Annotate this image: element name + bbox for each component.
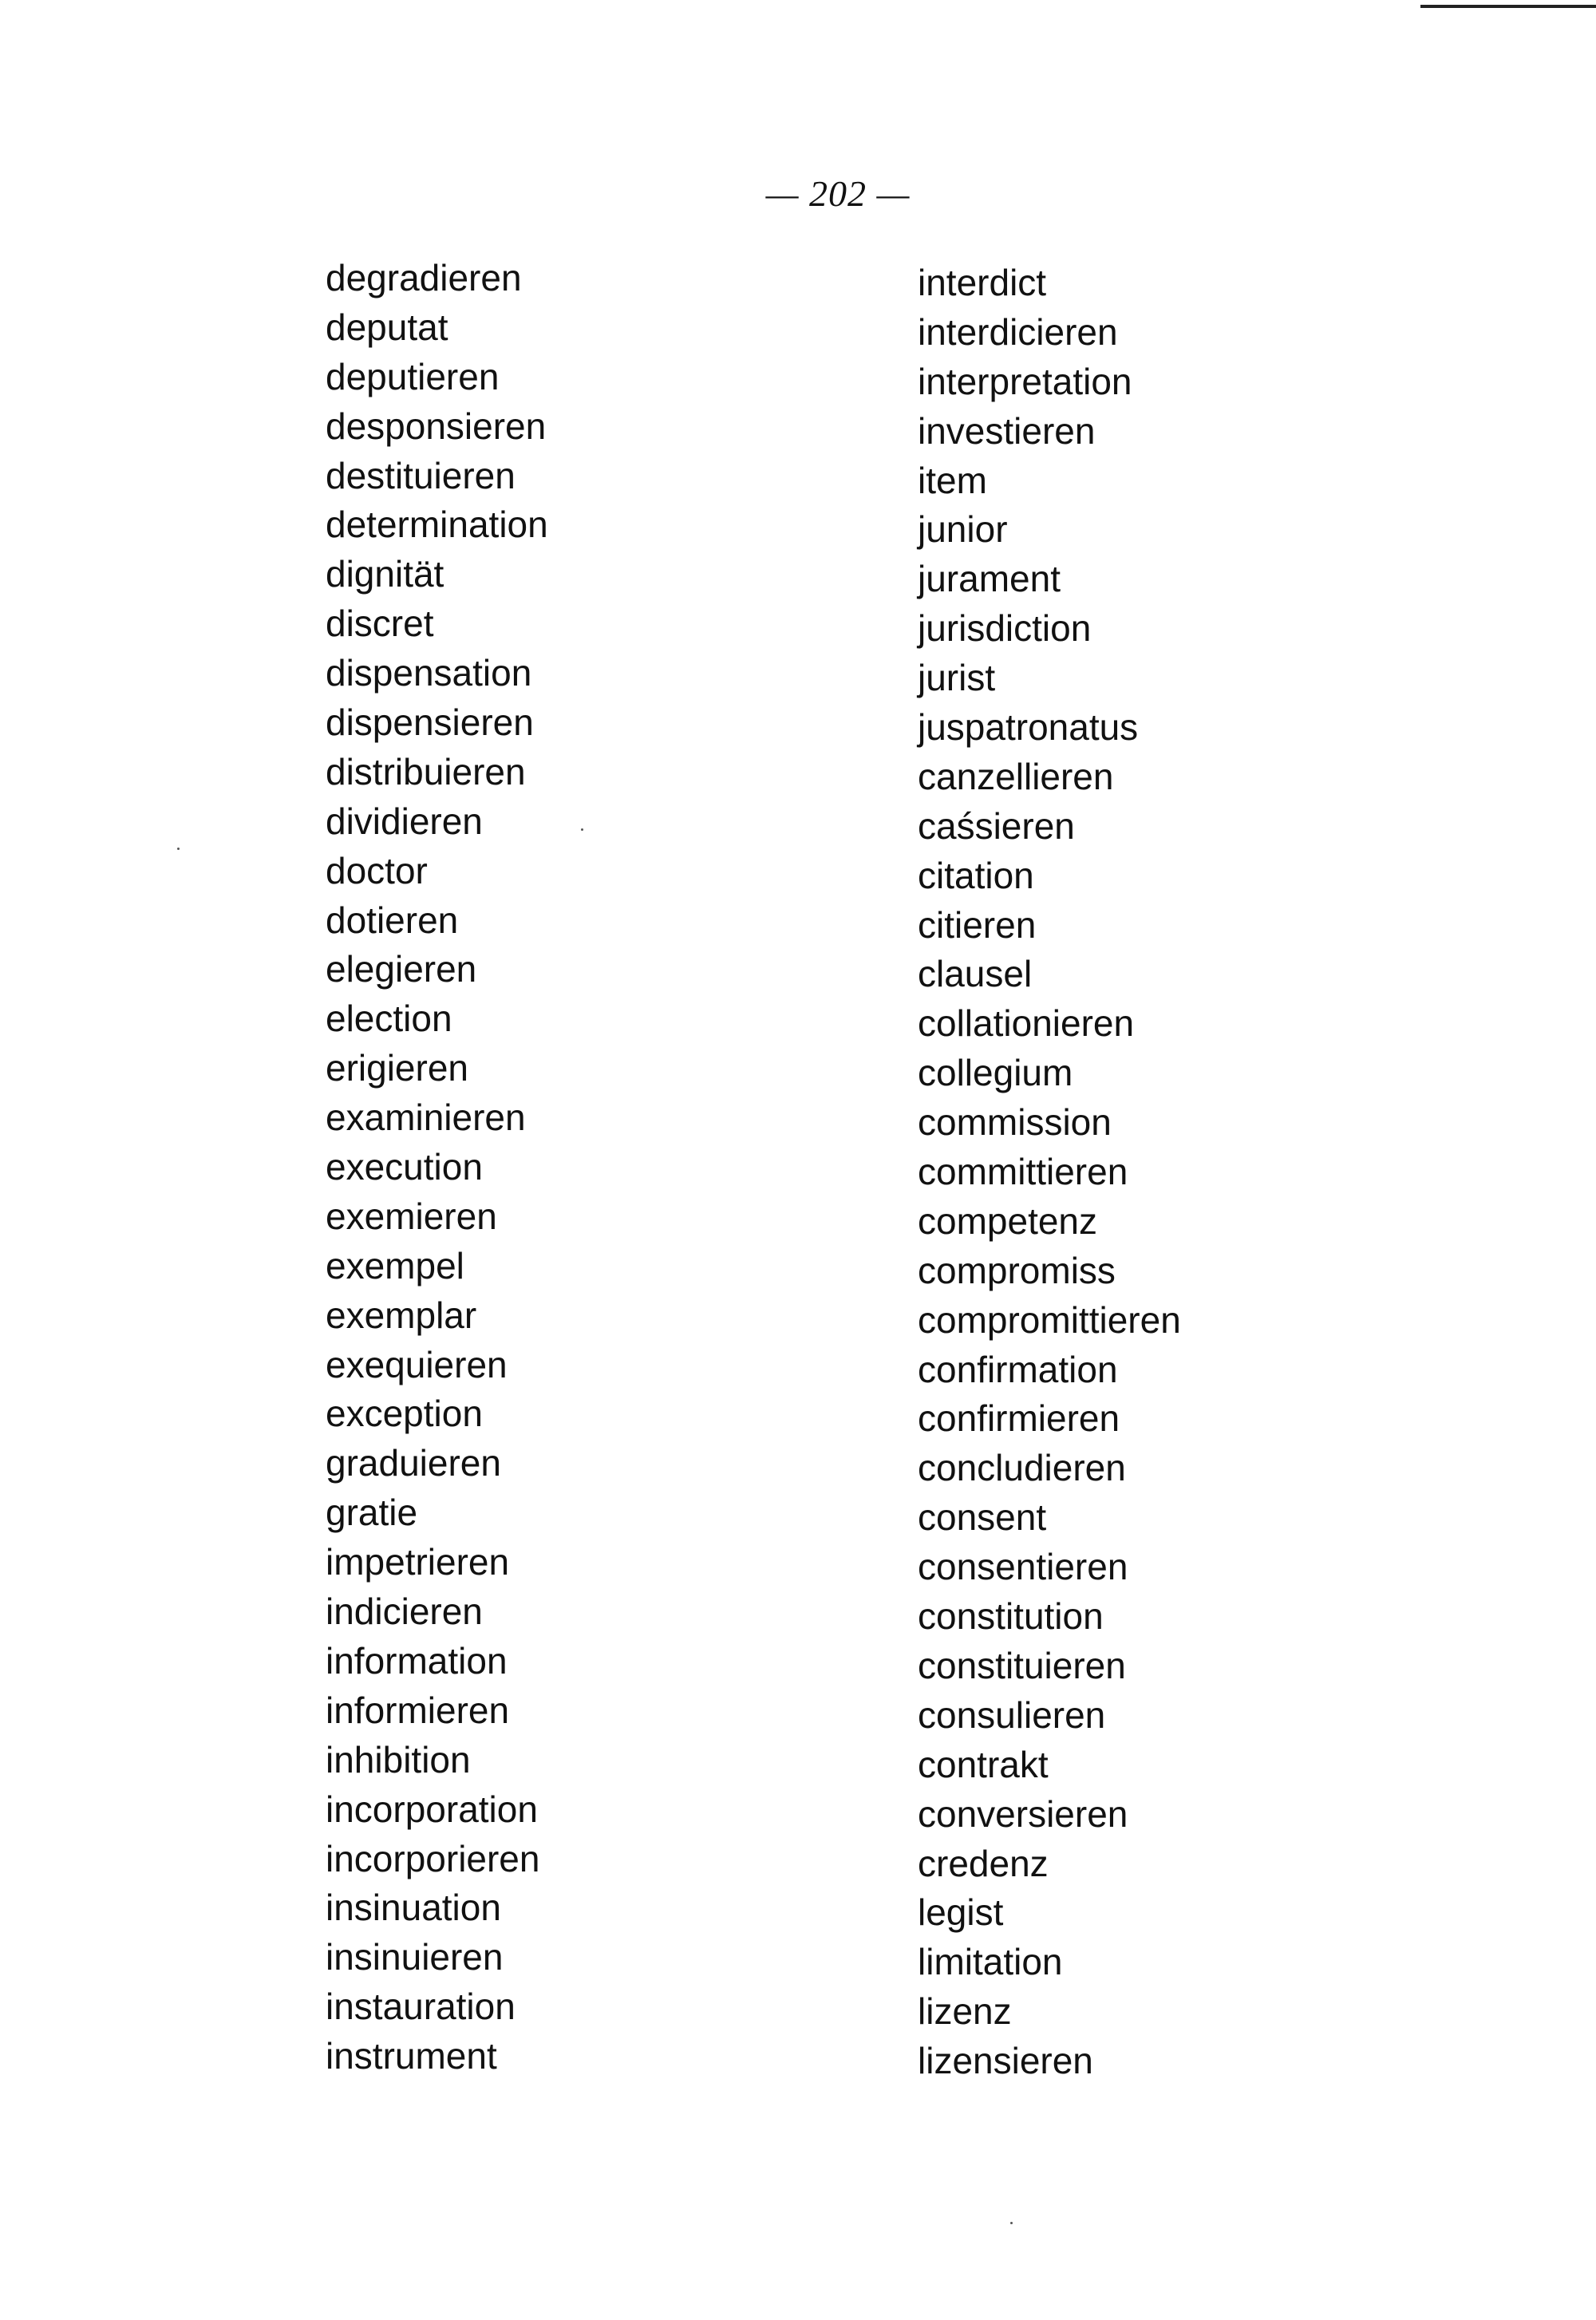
right-word-column xyxy=(918,259,1181,2086)
word-entry: commission xyxy=(918,1101,1112,1144)
word-entry: collegium xyxy=(918,1052,1073,1094)
word-entry: consent xyxy=(918,1496,1047,1539)
top-edge-rule xyxy=(1420,5,1596,8)
word-entry: confirmation xyxy=(918,1348,1118,1390)
word-entry: instrument xyxy=(326,2035,497,2077)
word-entry: confirmieren xyxy=(918,1397,1120,1440)
word-entry: deputat xyxy=(326,306,448,348)
page-number: — 202 — xyxy=(765,173,911,214)
word-entry: erigieren xyxy=(326,1047,468,1089)
word-entry: graduieren xyxy=(326,1442,501,1484)
word-entry: execution xyxy=(326,1146,483,1188)
word-entry: dignität xyxy=(326,553,444,595)
word-entry: compromiss xyxy=(918,1249,1116,1291)
word-entry: citation xyxy=(918,854,1034,896)
word-entry: insinuation xyxy=(326,1887,501,1929)
word-entry: jurisdiction xyxy=(918,607,1092,650)
word-entry: exempel xyxy=(326,1244,464,1286)
word-entry: juspatronatus xyxy=(918,706,1139,749)
word-entry: elegieren xyxy=(326,948,477,990)
word-entry: citieren xyxy=(918,903,1037,946)
word-entry: compromittieren xyxy=(918,1298,1181,1341)
word-entry: destituieren xyxy=(326,454,516,496)
word-entry: dividieren xyxy=(326,800,483,842)
word-entry: indicieren xyxy=(326,1591,483,1633)
word-entry: constituieren xyxy=(918,1644,1126,1686)
word-entry: instauration xyxy=(326,1986,516,2028)
word-entry: jurist xyxy=(918,657,996,699)
word-entry: deputieren xyxy=(326,355,500,397)
word-entry: consentieren xyxy=(918,1546,1128,1588)
word-entry: doctor xyxy=(326,849,428,891)
word-entry: examinieren xyxy=(326,1097,526,1139)
word-entry: junior xyxy=(918,508,1008,551)
word-entry: jurament xyxy=(918,558,1061,600)
word-entry: investieren xyxy=(918,409,1096,452)
word-entry: desponsieren xyxy=(326,405,547,447)
word-entry: legist xyxy=(918,1891,1004,1934)
word-entry: determination xyxy=(326,504,548,546)
word-entry: contrakt xyxy=(918,1743,1049,1785)
word-entry: consulieren xyxy=(918,1694,1106,1736)
word-entry: canzellieren xyxy=(918,755,1114,797)
word-entry: competenz xyxy=(918,1200,1098,1242)
word-entry: election xyxy=(326,998,452,1040)
word-entry: caśsieren xyxy=(918,804,1075,847)
word-entry: exequieren xyxy=(326,1343,508,1385)
word-entry: degradieren xyxy=(326,257,522,298)
word-entry: limitation xyxy=(918,1941,1063,1983)
word-entry: insinuieren xyxy=(326,1936,504,1978)
word-entry: incorporieren xyxy=(326,1837,540,1879)
word-entry: exception xyxy=(326,1393,483,1435)
word-entry: discret xyxy=(326,603,434,645)
scan-speck xyxy=(581,828,583,831)
word-entry: credenz xyxy=(918,1842,1049,1884)
word-entry: incorporation xyxy=(326,1788,538,1830)
word-entry: gratie xyxy=(326,1492,418,1534)
word-entry: item xyxy=(918,459,987,501)
word-entry: interdict xyxy=(918,262,1047,303)
word-entry: exemplar xyxy=(326,1294,477,1336)
left-word-column xyxy=(326,254,548,2081)
scan-speck xyxy=(177,848,180,850)
word-entry: dispensation xyxy=(326,652,532,694)
word-entry: collationieren xyxy=(918,1002,1135,1045)
word-entry: dotieren xyxy=(326,899,459,941)
word-entry: lizensieren xyxy=(918,2040,1093,2082)
word-entry: interpretation xyxy=(918,360,1132,402)
word-entry: information xyxy=(326,1639,508,1682)
word-entry: constitution xyxy=(918,1595,1104,1638)
scan-speck xyxy=(1010,2222,1013,2224)
word-entry: distribuieren xyxy=(326,750,526,792)
word-entry: lizenz xyxy=(918,1990,1012,2033)
word-entry: exemieren xyxy=(326,1195,497,1237)
word-entry: dispensieren xyxy=(326,702,534,744)
word-entry: informieren xyxy=(326,1689,510,1731)
word-entry: clausel xyxy=(918,953,1033,995)
word-entry: committieren xyxy=(918,1151,1128,1193)
word-entry: interdicieren xyxy=(918,310,1118,353)
word-entry: inhibition xyxy=(326,1738,471,1781)
word-entry: conversieren xyxy=(918,1792,1128,1835)
word-entry: impetrieren xyxy=(326,1541,510,1583)
word-entry: concludieren xyxy=(918,1447,1126,1489)
